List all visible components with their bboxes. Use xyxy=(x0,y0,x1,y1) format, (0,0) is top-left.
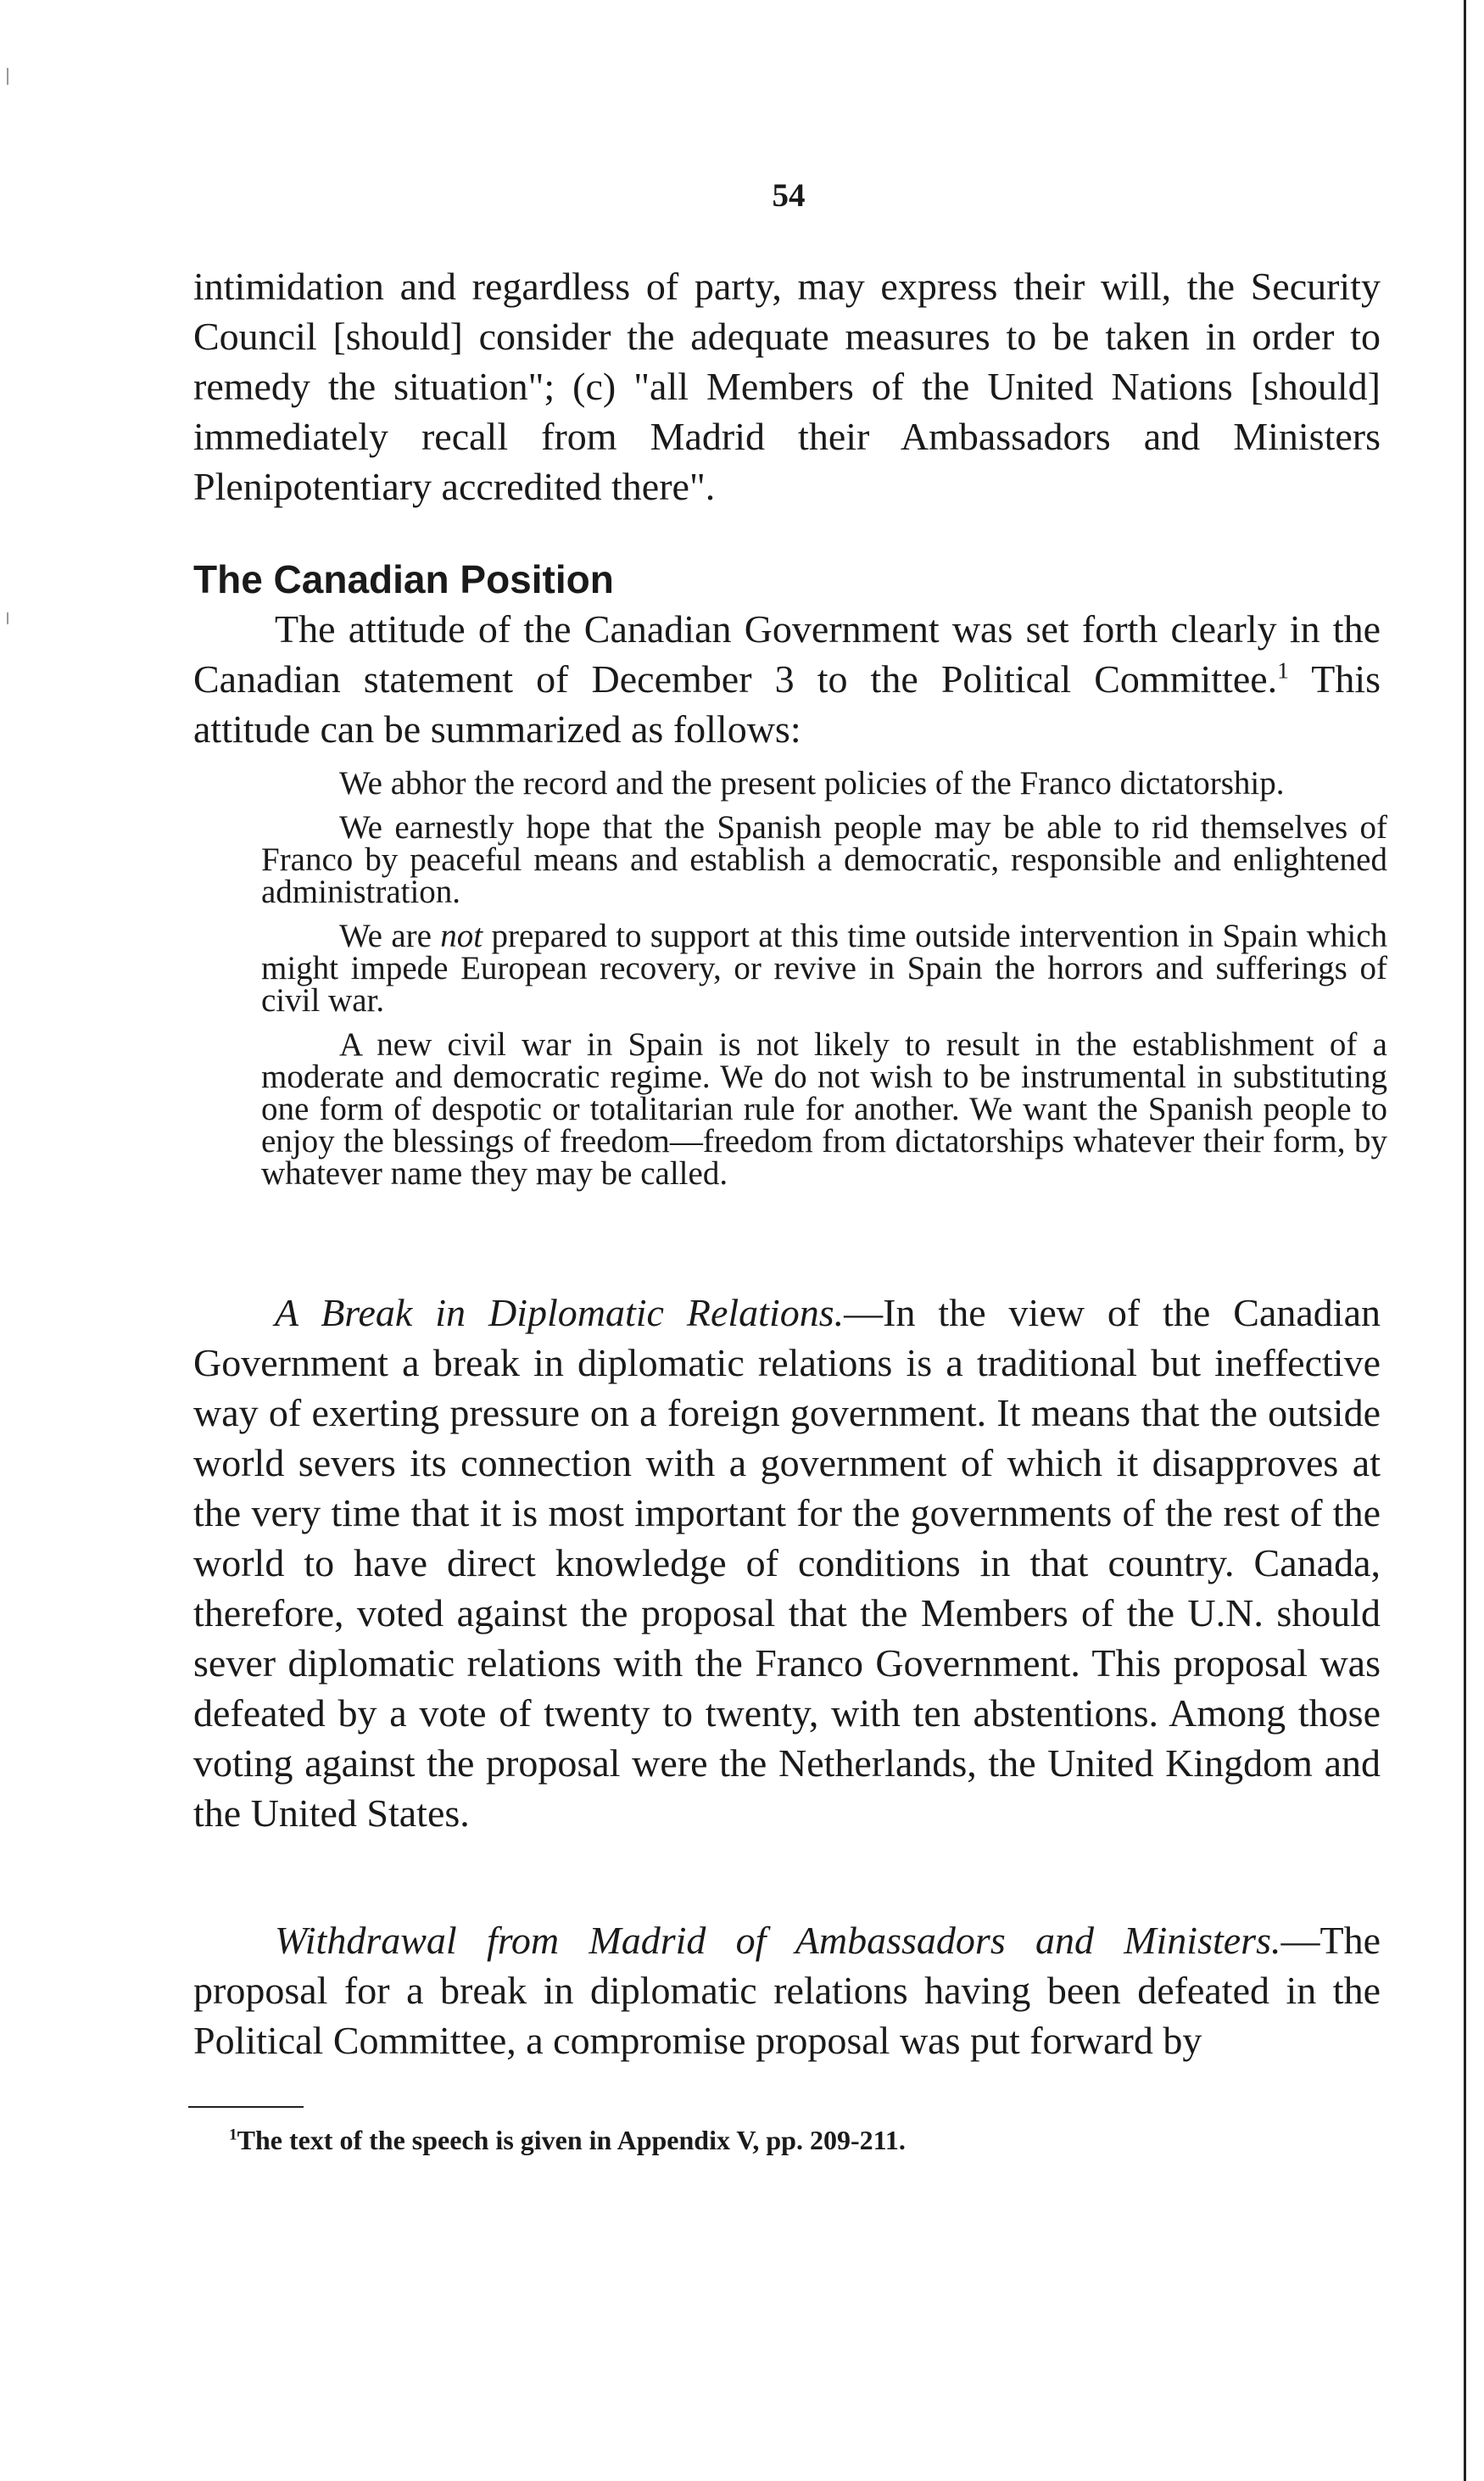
paragraph-text xyxy=(193,1288,1381,1838)
paragraph-text: intimidation and regardless of party, may express their will, the Security Council [should] consider the adequate measures to be taken in order to remedy the situation"; (c) "all Members of the United Nations [should] immediately recall from Madrid their Ambassadors and Ministers Plenipotentiary accredited there". xyxy=(193,265,1381,508)
block-quote xyxy=(261,765,1388,1202)
paragraph-break-relations xyxy=(193,1288,1381,1838)
paragraph-text-main: The attitude of the Canadian Government was set forth clearly in the Canadian statement of December 3 to the Political Committee. xyxy=(193,607,1381,701)
footnote-mark: 1 xyxy=(229,2126,237,2144)
paragraph-text-tail: This attitude can be summarized as follows: xyxy=(193,657,1381,751)
footnote xyxy=(229,2125,906,2156)
paragraph-run-in-head: A Break in Diplomatic Relations. xyxy=(275,1291,845,1334)
paragraph-run-in-head: Withdrawal from Madrid of Ambassadors and Ministers. xyxy=(275,1919,1281,1962)
paragraph-text xyxy=(193,1915,1381,2065)
page-number: 54 xyxy=(772,177,806,214)
quote-text: prepared to support at this time outside intervention in Spain which might impede European recovery, or revive in Spain the horrors and sufferings of civil war. xyxy=(261,918,1388,1019)
footnote-text: The text of the speech is given in Appendix V, pp. 209-211. xyxy=(237,2125,906,2155)
quote-paragraph: A new civil war in Spain is not likely to result in the establishment of a moderate and democratic regime. We do not wish to be instrumental in substituting one form of despotic or totalitarian rule for another. We want the Spanish people to enjoy the blessings of freedom—freedom from dictatorships whatever their form, by whatever name they may be called. xyxy=(261,1026,1387,1192)
paragraph-continuation xyxy=(193,261,1381,511)
quote-paragraph xyxy=(261,920,1387,1017)
scan-mark xyxy=(7,612,8,624)
quote-paragraph: We abhor the record and the present policies of the Franco dictatorship. xyxy=(339,765,1285,802)
scan-mark xyxy=(7,68,8,85)
footnote-ref: 1 xyxy=(1277,657,1289,684)
paragraph-body: —In the view of the Canadian Government a break in diplomatic relations is a traditional but ineffective way of exerting pressure on a foreign government. It means that the outside world severs its connection with a government of which it disapproves at the very time that it is most important for the governments of the rest of the world to have direct knowledge of conditions in that country. Canada, therefore, voted against the proposal that the Members of the U.N. should sever diplomatic relations with the Franco Government. This proposal was defeated by a vote of twenty to twenty, with ten abstentions. Among those voting against the proposal were the Netherlands, the United Kingdom and the United States. xyxy=(193,1291,1381,1835)
paragraph-text xyxy=(193,604,1381,754)
page-edge xyxy=(1464,0,1466,2481)
footnote-rule xyxy=(188,2106,304,2108)
section-heading: The Canadian Position xyxy=(193,557,614,601)
quote-emphasis: not xyxy=(440,918,483,954)
quote-text: We are xyxy=(339,918,441,954)
quote-paragraph: We earnestly hope that the Spanish people may be able to rid themselves of Franco by peaceful means and establish a democratic, responsible and enlightened administration. xyxy=(261,809,1387,910)
paragraph-withdrawal xyxy=(193,1915,1381,2065)
paragraph-body: —The proposal for a break in diplomatic relations having been defeated in the Political Committee, a compromise proposal was put forward by xyxy=(193,1919,1381,2062)
paragraph-canadian-attitude xyxy=(193,604,1381,754)
